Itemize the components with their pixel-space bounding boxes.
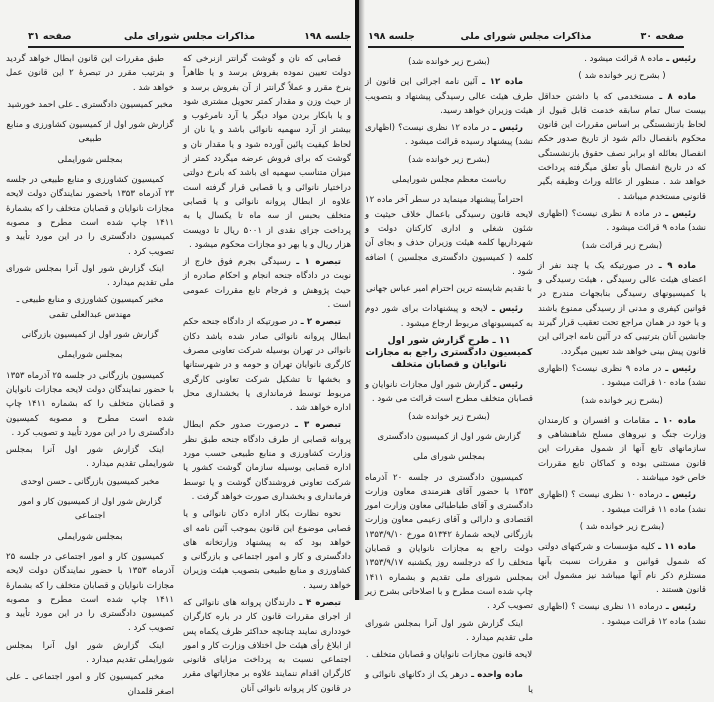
paragraph-lead: تبصره ۳ ـ	[288, 420, 341, 431]
centered-line: بمجلس شورایملی	[57, 350, 123, 361]
paragraph-lead: تبصره ۱ ـ	[290, 257, 341, 268]
centered-line: گزارش شور اول از کمیسیون بازرگانی	[21, 330, 159, 341]
paragraph-lead: ماده ۱۱ ـ	[654, 542, 696, 553]
paragraph-lead: ماده ۸ ـ	[653, 91, 697, 102]
body-paragraph: اینک گزارش شور اول آنرا بمجلس شورای ملی تقدیم میدارد .	[6, 263, 174, 289]
paragraph-text: آئین نامه اجرائی این قانون از طرف هیئت عالی رسیدگی پیشنهاد و بتصویب هیئت وزیران خواهد رسید.	[365, 77, 533, 116]
speaker-or-article-paragraph	[365, 378, 533, 407]
paragraph-lead: رئیس ـ	[663, 54, 696, 64]
paragraph-text: درماده ۱۰ نظری نیست ؟ (اظهاری نشد) ماده ۱۱ قرائت میشود .	[538, 490, 706, 515]
paragraph-lead: رئیس ـ	[661, 363, 696, 374]
paragraph-text: ماده ۸ قرائت میشود .	[584, 54, 664, 64]
speaker-or-article-paragraph	[538, 540, 706, 597]
body-paragraph: کمیسیون کشاورزی و منابع طبیعی در جلسه ۲۳ آذرماه ۱۳۵۳ باحضور نمایندگان دولت لایحه مجازات نانوایان و قصابان متخلف را که بشمارهٔ ۱۴۱۱ چاپ شده است مطرح و مصوبه کمیسیون دادگستری را در این مورد تأیید و تصویب کرد .	[6, 175, 174, 257]
speaker-or-article-paragraph	[538, 207, 706, 236]
paragraph-lead: تبصره ۴ ـ	[295, 597, 341, 608]
paragraph-text: دارندگان پروانه های نانوائی که از اجرای مقررات قانون کار در باره کارگران خودداری نمایند چنانچه حداکثر ظرف یکماه پس از ابلاغ رأی هیئت حل اختلاف وزارت کار و امور اجتماعی نسبت به پرداخت مزایای قانونی کارگران اقدام ننمایند علاوه بر مجازاتهای مقرر در قانون کار پروانه نانوائی آنان	[183, 597, 351, 694]
paragraph-text: درهر یک از دکانهای نانوائی و یا	[365, 670, 533, 695]
session-number: جلسه ۱۹۸	[304, 31, 351, 42]
body-paragraph: مخبر کمیسیون کار و امور اجتماعی ـ علی اصغر قلمدان	[6, 672, 174, 697]
centered-line: (بشرح زیر خوانده شد)	[408, 411, 490, 422]
section-heading: ۱۱ ـ طرح گزارش شور اول کمیسیون دادگستری راجع به مجازات نانوایان و قصابان متخلف	[365, 335, 533, 371]
centered-line: ریاست معظم مجلس شورایملی	[391, 175, 506, 186]
column-right	[538, 52, 706, 632]
paragraph-text: در ماده ۸ نظری نیست؟ (اظهاری نشد) ماده ۹ قرائت میشود .	[538, 208, 706, 234]
centered-line: گزارش شور اول از کمیسیون کار و امور اجتماعی	[18, 497, 162, 522]
speaker-or-article-paragraph	[183, 315, 351, 415]
paragraph-text: در صورتیکه از دادگاه جنحه حکم ابطال پروانه نانوائی صادر شده باشد دکان نانوائی در تهران بوسیله شرکت تعاونی مصرف کارگری نانوایان تهران و حومه و در شهرستانها و بخشها تا تشکیل شرکت تعاونی کارگری مربوط توسط فرمانداری یا بخشداری محل اداره خواهد شد .	[183, 317, 351, 414]
body-paragraph: کمیسیون دادگستری در جلسه ۲۰ آذرماه ۱۳۵۳ با حضور آقای هنرمندی معاون وزارت دادگستری و آقای طباطبائی معاون وزارت امور اقتصادی و دارائی و آقای زعیمی معاون وزارت بازرگانی لایحه شمارهٔ ۵۱۳۴۲ مورخ ۱۳۵۳/۹/۱۰ دولت راجع به مجازات نانوایان و قصابان متخلف را که درجلسه روز یکشنبه ۱۳۵۳/۹/۱۷ بمجلس شورای ملی تقدیم و بشماره ۱۴۱۱ چاپ شده است مطرح و با اصلاحاتی بشرح زیر تصویب کرد .	[365, 472, 533, 612]
page-31	[0, 0, 355, 697]
paragraph-text: درصورت صدور حکم ابطال پروانه قصابی از طرف دادگاه جنحه طبق نظر وزارت کشاورزی و منابع طبیعی حسب مورد اداره قصابی بوسیله سازمان گوشت کشور یا شرکت تعاونی فروشندگان گوشت و یا توسط فرمانداری و بخشداری صورت خواهد گرفت .	[183, 420, 351, 502]
paragraph-text: رسیدگی بجرم فوق خارج از نوبت در دادگاه جنحه انجام و احکام صادره از حیث پژوهش و فرجام تابع مقررات عمومی است .	[183, 257, 351, 311]
paragraph-lead: ماده ۱۲ ـ	[477, 77, 524, 88]
paragraph-lead: رئیس ـ	[489, 123, 523, 134]
body-paragraph: کمیسیون کار و امور اجتماعی در جلسه ۲۵ آذرماه ۱۳۵۳ با حضور نمایندگان دولت لایحه مجازات نانوایان و قصابان متخلف را که بشمارهٔ ۱۴۱۱ چاپ شده است مطرح و مصوبه کمیسیون دادگستری را در این مورد تأیید و تصویب کرد .	[6, 551, 175, 634]
speaker-or-article-paragraph	[365, 121, 533, 150]
speaker-or-article-paragraph	[183, 596, 351, 696]
centered-line: مخبر کمیسیون کشاورزی و منابع طبیعی ـ مهندس عبدالعلی تقمی	[16, 295, 164, 320]
centered-line: بمجلس شورایملی	[57, 154, 123, 165]
body-paragraph: نحوه نظارت بکار اداره دکان نانوائی و یا قصابی موضوع این قانون بموجب آئین نامه ای خواهد بود که به پیشنهاد وزارتخانه های دادگستری و کار و امور اجتماعی و بازرگانی و کشاورزی و منابع طبیعی بتصویب هیئت وزیران خواهد رسید .	[183, 509, 351, 591]
paragraph-lead: تبصره ۲ ـ	[297, 317, 341, 328]
centered-line: گزارش شور اول از کمیسیون کشاورزی و منابع طبیعی	[6, 120, 174, 145]
paragraph-text: در صورتیکه یک یا چند نفر از اعضای هیئت عالی رسیدگی ، هیئت رسیدگی و یا کمیسیونهای رسیدگی بنابجهات مندرج در قوانین کیفری و مدنی از رسیدگی ممنوع باشند و یا خود در همان مراجع تحت تعقیب قرار گیرند جانشین آنان بترتیبی که در آئین نامه اجرائی این قانون پیش بینی خواهد شد تعیین میگردد.	[538, 260, 706, 357]
column-right	[183, 52, 351, 699]
running-title: مذاکرات مجلس شورای ملی	[460, 31, 592, 42]
paragraph-lead: رئیس ـ	[490, 380, 523, 391]
paragraph-text: گزارش شور اول مجازات نانوایان و قصابان متخلف مطرح است قرائت می شود .	[365, 380, 533, 405]
page-header	[368, 31, 684, 45]
centered-line: مخبر کمیسیون دادگستری ـ علی احمد خورشید	[7, 99, 173, 110]
centered-line: (بشرح زیر خوانده شد )	[579, 521, 665, 532]
centered-line: مخبر کمیسیون بازرگانی ـ حسن اوحدی	[20, 476, 160, 487]
centered-line: بمجلس شورای ملی	[413, 452, 485, 463]
centered-line: با تقدیم شایسته ترین احترام امیر عباس جهانی	[366, 284, 532, 295]
centered-line: ( بشرح زیر خوانده شد )	[578, 71, 666, 82]
body-paragraph: طبق مقررات این قانون ابطال خواهد گردید و بترتیب مقرر در تبصرهٔ ۲ این قانون عمل خواهد شد .	[6, 54, 174, 93]
paragraph-lead: ماده ۹ ـ	[653, 260, 697, 271]
session-number: جلسه ۱۹۸	[368, 31, 415, 42]
centered-line: (بشرح زیر خوانده شد)	[408, 57, 490, 67]
speaker-or-article-paragraph	[365, 302, 533, 331]
paragraph-lead: رئیس ـ	[661, 208, 696, 219]
page-number: صفحه ۳۰	[640, 31, 684, 42]
body-paragraph: کمیسیون بازرگانی در جلسه ۲۵ آذرماه ۱۳۵۳ با حضور نمایندگان دولت لایحه مجازات نانوایان و قصابان متخلف را که بشماره ۱۴۱۱ چاپ شده است مطرح و مصوبه کمیسیون دادگستری را در این مورد تأیید و تصویب کرد .	[6, 370, 174, 438]
speaker-or-article-paragraph	[365, 75, 533, 118]
body-paragraph: اینک گزارش شور اول آنرا بمجلس شورایملی تقدیم میدارد .	[6, 640, 174, 665]
paragraph-text: در ماده ۱۲ نظری نیست؟ (اظهاری نشد) پیشنهاد رسیده قرائت میشود .	[365, 123, 533, 148]
column-left	[365, 52, 533, 700]
speaker-or-article-paragraph	[538, 600, 706, 629]
speaker-or-article-paragraph	[365, 668, 533, 697]
paragraph-lead: ماده واحده ـ	[467, 670, 523, 681]
speaker-or-article-paragraph	[538, 488, 706, 517]
paragraph-text: کلیه مؤسسات و شرکتهای دولتی که شمول قوانین و مقررات نسبت بآنها مستلزم ذکر نام آنها میباشد نیز مشمول این قانون هستند .	[538, 542, 706, 596]
header-rule	[28, 46, 351, 48]
page-number: صفحه ۳۱	[28, 31, 72, 42]
paragraph-lead: ماده ۱۰ ـ	[650, 415, 696, 426]
column-left	[6, 52, 174, 702]
paragraph-text: درماده ۱۱ نظری نیست ؟ (اظهاری نشد) ماده ۱۲ قرائت میشود .	[538, 602, 706, 627]
paragraph-lead: رئیس ـ	[662, 490, 696, 501]
speaker-or-article-paragraph	[538, 90, 706, 204]
speaker-or-article-paragraph	[183, 418, 351, 504]
paragraph-text: لایحه و پیشنهادات برای شور دوم به کمیسیونهای مربوط ارجاع میشود .	[365, 304, 533, 329]
centered-line: لایحه قانون مجازات نانوایان و قصابان متخلف .	[365, 650, 533, 661]
header-rule	[368, 46, 684, 48]
centered-line: گزارش شور اول از کمیسیون دادگستری	[377, 431, 521, 442]
body-paragraph: اینک گزارش شور اول آنرا بمجلس شورای ملی تقدیم میدارد .	[365, 618, 533, 643]
speaker-or-article-paragraph	[538, 362, 706, 391]
speaker-or-article-paragraph	[538, 259, 706, 359]
paragraph-text: مستخدمی که با داشتن حداقل بیست سال تمام سابقه خدمت قابل قبول از لحاظ بازنشستگی بر اساس مقررات این قانون محکوم بانفصال دائم شود از تاریخ صدور حکم انفصال بعائله او برابر نصف حقوق بازنشستگی که در تاریخ انفصال بأو تعلق میگرفته پرداخت خواهد شد . منظور از عائله وراث وظیفه بگیر قانونی مستخدم میباشد .	[538, 91, 706, 202]
running-title: مذاکرات مجلس شورای ملی	[124, 31, 255, 42]
page-header	[28, 31, 351, 45]
body-paragraph: احتراماً پیشنهاد مینماید در سطر آخر ماده ۱۲ لایحه قانون رسیدگی باعمال خلاف حیثیت و شئون شغلی و اداری کارکنان دولت و شهرداریها کلمه هیئت وزیران حذف و بجای آن کلمه ( کمیسیون دادگستری مجلسین ) اضافه شود .	[365, 195, 533, 277]
page-30	[362, 0, 714, 695]
paragraph-text: مقامات و افسران و کارمندان وزارت جنگ و نیروهای مسلح شاهنشاهی و سازمانهای تابع آنها از شمول مقررات این قانون مستثنی بوده و کماکان تابع مقررات خاص خود میباشند .	[538, 415, 706, 484]
centered-line: (بشرح زیر خوانده شد)	[408, 154, 490, 165]
centered-line: (بشرح زیر خوانده شد)	[581, 395, 663, 406]
speaker-or-article-paragraph	[183, 255, 351, 312]
speaker-or-article-paragraph	[538, 52, 706, 66]
speaker-or-article-paragraph	[538, 414, 706, 485]
paragraph-lead: رئیس ـ	[662, 602, 696, 613]
body-paragraph: قصابی که نان و گوشت گرانتر ازنرخی که دولت تعیین نموده بفروش برسد و یا ظاهراً بنرخ مقرر و عملاً گرانتر از آن بفروش برسد و از حیث وزن و مقدار کمتر تحویل مشتری شود و یا بابکار بردن مواد دیگر یا آرد نامرغوب و بیشتر از آرد سهمیه نانوائی باشد و یا نان از لحاظ کیفیت پائین آورده شود و یا مقدار نان و گوشت که برای فروش عرضه میگردد کمتر از میزان متناسب سهمیه ای باشد که بانرخ دولتی دراختیار نانوائی و یا قصابی قرار گرفته است علاوه از ابطال پروانه نانوائی و یا قصابی متخلف بحبس از سه ماه تا یکسال یا به پرداخت جزای نقدی از ۵۰۰۱ ریال تا دویست هزار ریال و یا بهر دو مجازات محکوم میشود .	[183, 54, 351, 250]
paragraph-text: در ماده ۹ نظری نیست؟ (اظهاری نشد) ماده ۱۰ قرائت میشود .	[538, 363, 706, 389]
centered-line: (بشرح زیر قرائت شد)	[581, 240, 663, 251]
paragraph-lead: رئیس ـ	[487, 304, 523, 315]
body-paragraph: اینک گزارش شور اول آنرا بمجلس شورایملی تقدیم میدارد .	[6, 445, 174, 470]
centered-line: بمجلس شورایملی	[57, 531, 123, 542]
